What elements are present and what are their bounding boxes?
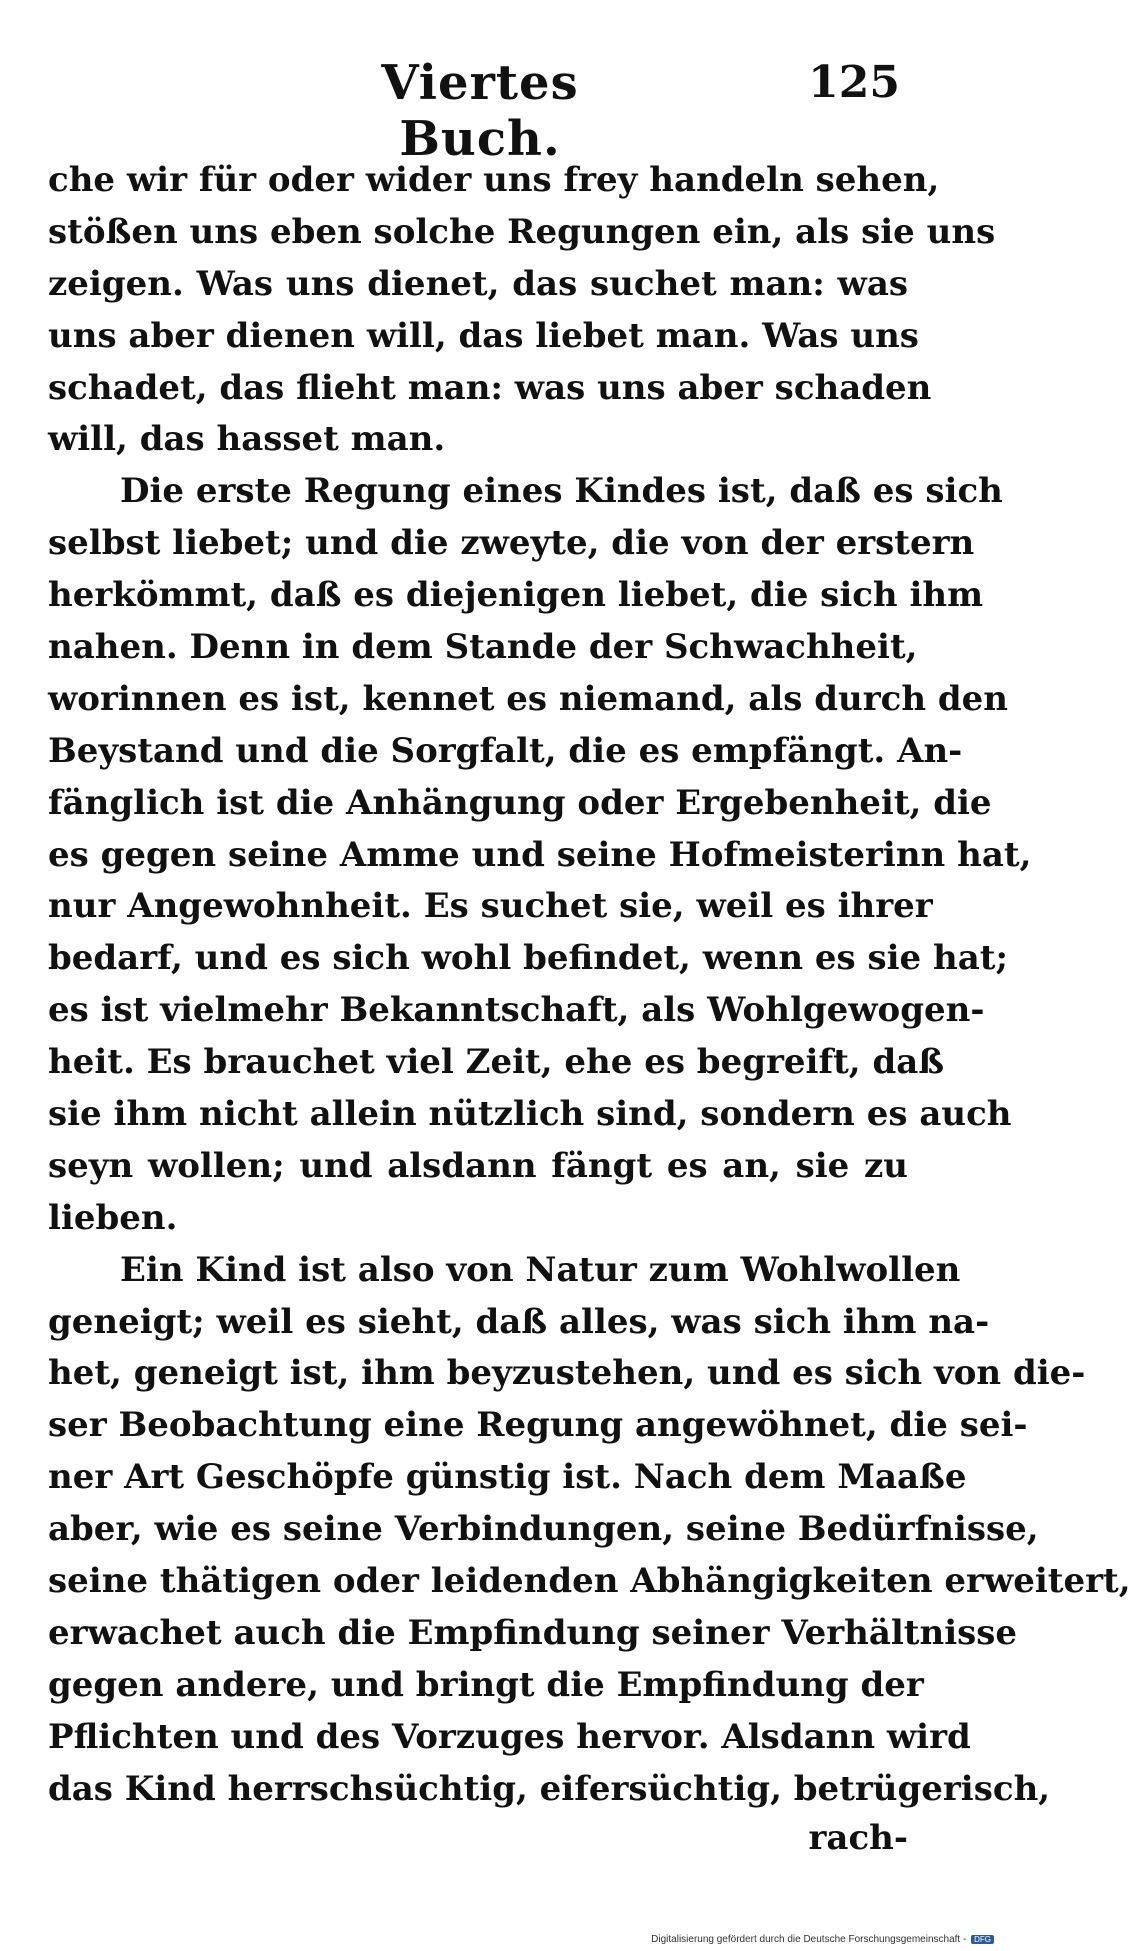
text-line: schadet, das flieht man: was uns aber schaden	[48, 367, 932, 408]
dfg-logo-icon: DFG	[971, 1935, 994, 1944]
text-line: nahen. Denn in dem Stande der Schwachheit,	[48, 627, 918, 668]
text-line: fänglich ist die Anhängung oder Ergebenheit, die	[48, 782, 992, 823]
text-line: seyn wollen; und alsdann fängt es an, sie zu	[48, 1145, 908, 1186]
text-line: sie ihm nicht allein nützlich sind, sondern es auch	[48, 1094, 1012, 1135]
digitization-footer	[651, 1934, 994, 1945]
text-line: stößen uns eben solche Regungen ein, als sie uns	[48, 211, 996, 252]
text-line: es ist vielmehr Bekanntschaft, als Wohlgewogen-	[48, 990, 985, 1031]
text-line: het, geneigt ist, ihm beyzustehen, und es sich von die-	[48, 1353, 1086, 1394]
text-line: Die erste Regung eines Kindes ist, daß es sich	[120, 471, 1003, 512]
text-line: selbst liebet; und die zweyte, die von der erstern	[48, 523, 975, 564]
running-title: Viertes Buch.	[381, 55, 579, 167]
text-line: bedarf, und es sich wohl befindet, wenn es sie hat;	[48, 938, 1009, 979]
text-line: will, das hasset man.	[48, 419, 446, 460]
text-line: seine thätigen oder leidenden Abhängigkeiten erweitert,	[48, 1561, 1131, 1602]
text-line: ner Art Geschöpfe günstig ist. Nach dem Maaße	[48, 1457, 967, 1498]
footer-note-text: Digitalisierung gefördert durch die Deutsche Forschungsgemeinschaft -	[651, 1934, 967, 1945]
text-line: Beystand und die Sorgfalt, die es empfängt. An-	[48, 730, 963, 771]
text-line: ser Beobachtung eine Regung angewöhnet, die sei-	[48, 1405, 1028, 1446]
text-line: Pflichten und des Vorzuges hervor. Alsdann wird	[48, 1716, 971, 1757]
text-line: nur Angewohnheit. Es suchet sie, weil es ihrer	[48, 886, 933, 927]
text-line: es gegen seine Amme und seine Hofmeisterinn hat,	[48, 834, 1032, 875]
body-text	[48, 155, 1131, 1816]
text-line: worinnen es ist, kennet es niemand, als durch den	[48, 678, 1009, 719]
running-head	[0, 55, 1000, 167]
text-line: herkömmt, daß es diejenigen liebet, die sich ihm	[48, 575, 984, 616]
text-line: zeigen. Was uns dienet, das suchet man: was	[48, 263, 908, 304]
text-line: aber, wie es seine Verbindungen, seine Bedürfnisse,	[48, 1509, 1039, 1550]
page-number: 125	[808, 57, 900, 108]
text-line: geneigt; weil es sieht, daß alles, was sich ihm na-	[48, 1301, 990, 1342]
text-line: Ein Kind ist also von Natur zum Wohlwollen	[120, 1249, 961, 1290]
text-line: das Kind herrschsüchtig, eifersüchtig, betrügerisch,	[48, 1768, 1051, 1809]
text-line: che wir für oder wider uns frey handeln sehen,	[48, 160, 940, 200]
text-line: lieben.	[48, 1197, 178, 1238]
text-line: heit. Es brauchet viel Zeit, ehe es begreift, daß	[48, 1042, 945, 1083]
text-line: uns aber dienen will, das liebet man. Was uns	[48, 315, 919, 356]
text-line: erwachet auch die Empfindung seiner Verhältnisse	[48, 1612, 1018, 1653]
catchword: rach-	[808, 1818, 908, 1858]
text-line: gegen andere, und bringt die Empfindung der	[48, 1664, 924, 1705]
